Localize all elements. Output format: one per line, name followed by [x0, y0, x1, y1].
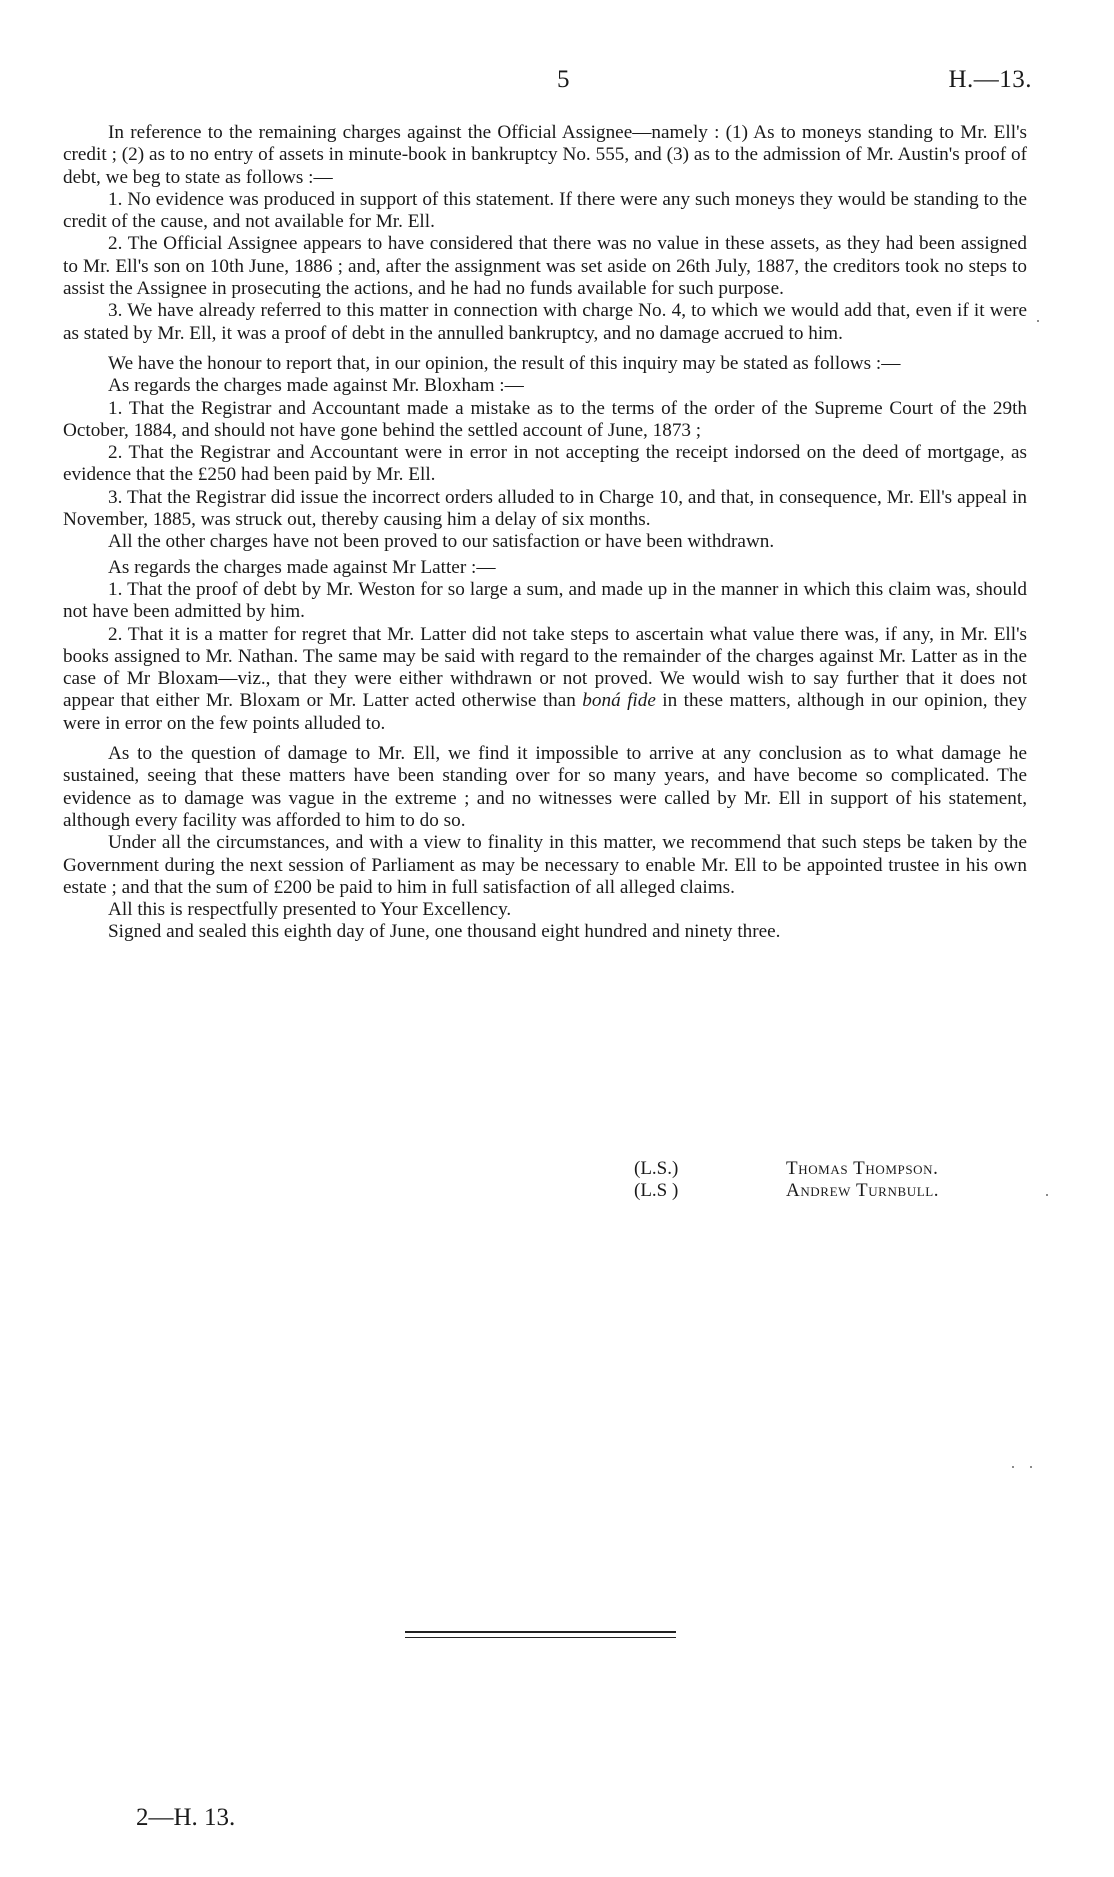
italic-phrase: boná fide	[582, 690, 656, 712]
paragraph: Under all the circumstances, and with a view to finality in this matter, we recommend that such steps be taken by the Government during the next session of Parliament as may be necessary to enable Mr. Ell to be appointed trustee in his own estate ; and that the sum of £200 be paid to him in full satisfaction of all alleged claims.	[63, 832, 1027, 898]
paragraph: 3. That the Registrar did issue the incorrect orders alluded to in Charge 10, and that, in consequence, Mr. Ell's appeal in November, 1885, was struck out, thereby causing him a delay of six months.	[63, 486, 1027, 531]
paragraph: 1. That the proof of debt by Mr. Weston for so large a sum, and made up in the manner in which this claim was, should not have been admitted by him.	[63, 578, 1027, 623]
paragraph: As to the question of damage to Mr. Ell, we find it impossible to arrive at any conclusion as to what damage he sustained, seeing that these matters have been standing over for so many years, and have become so complicated. The evidence as to damage was vague in the extreme ; and no witnesses were called by Mr. Ell in support of his statement, although every facility was afforded to him to do so.	[63, 743, 1027, 831]
paragraph: As regards the charges made against Mr Latter :—	[108, 556, 496, 578]
closing-rule-thin	[405, 1637, 676, 1638]
paragraph: All the other charges have not been proved to our satisfaction or have been withdrawn.	[108, 531, 775, 553]
paragraph: 3. We have already referred to this matter in connection with charge No. 4, to which we would add that, even if it were as stated by Mr. Ell, it was a proof of debt in the annulled bankruptcy, and no damage accrued to him.	[63, 300, 1027, 344]
signatory-name: Andrew Turnbull.	[786, 1180, 940, 1201]
seal-mark: (L.S )	[634, 1180, 679, 1201]
closing-rule	[405, 1631, 676, 1633]
page-number: 5	[557, 66, 570, 93]
paragraph: 2. That the Registrar and Accountant were in error in not accepting the receipt indorsed on the deed of mortgage, as evidence that the £250 had been paid by Mr. Ell.	[63, 442, 1027, 486]
paragraph: We have the honour to report that, in our opinion, the result of this inquiry may be stated as follows :—	[108, 352, 901, 374]
signature-row	[634, 1180, 939, 1202]
paragraph: 1. That the Registrar and Accountant made a mistake as to the terms of the order of the Supreme Court of the 29th October, 1884, and should not have gone behind the settled account of June, 1873 ;	[63, 397, 1027, 441]
speck	[1046, 1194, 1048, 1196]
speck	[1037, 320, 1039, 322]
signatory-name: Thomas Thompson.	[786, 1158, 939, 1179]
signature-row	[634, 1158, 939, 1180]
signature-block	[634, 1158, 939, 1202]
paragraph-with-italic	[63, 624, 1027, 735]
speck	[1030, 1466, 1032, 1468]
paragraph: 2. The Official Assignee appears to have considered that there was no value in these assets, as they had been assigned to Mr. Ell's son on 10th June, 1886 ; and, after the assignment was set aside on 26th July, 1887, the creditors took no steps to assist the Assignee in prosecuting the actions, and he had no funds available for such purpose.	[63, 233, 1027, 300]
paragraph: All this is respectfully presented to Your Excellency.	[108, 899, 512, 921]
paragraph-text: 2. That it is a matter for regret that Mr. Latter did not take steps to ascertain what value there was, if any, in Mr. Ell's books assigned to Mr. Nathan. The same may be said with regard to the remainder of the charges against Mr. Latter as in the case of Mr Bloxam—viz., that they were either withdrawn or not proved. We would wish to say further that it does not appear that either Mr. Bloxam or Mr. Latter acted otherwise than	[63, 623, 1027, 712]
paragraph-text-tail: in these matters, although in our opinion, they were in error on the few points alluded to.	[63, 690, 1028, 734]
report-body	[63, 122, 1027, 944]
paragraph: As regards the charges made against Mr. Bloxham :—	[108, 375, 524, 397]
footer-code: 2—H. 13.	[136, 1804, 236, 1831]
paragraph: 1. No evidence was produced in support of this statement. If there were any such moneys they would be standing to the credit of the cause, and not available for Mr. Ell.	[63, 188, 1027, 233]
paragraph: In reference to the remaining charges against the Official Assignee—namely : (1) As to moneys standing to Mr. Ell's credit ; (2) as to no entry of assets in minute-book in bankruptcy No. 555, and (3) as to the admission of Mr. Austin's proof of debt, we beg to state as follows :—	[63, 122, 1027, 188]
document-code: H.—13.	[948, 66, 1032, 93]
seal-mark: (L.S.)	[634, 1158, 679, 1179]
speck	[1012, 1466, 1014, 1468]
paragraph: Signed and sealed this eighth day of June, one thousand eight hundred and ninety three.	[108, 921, 781, 943]
